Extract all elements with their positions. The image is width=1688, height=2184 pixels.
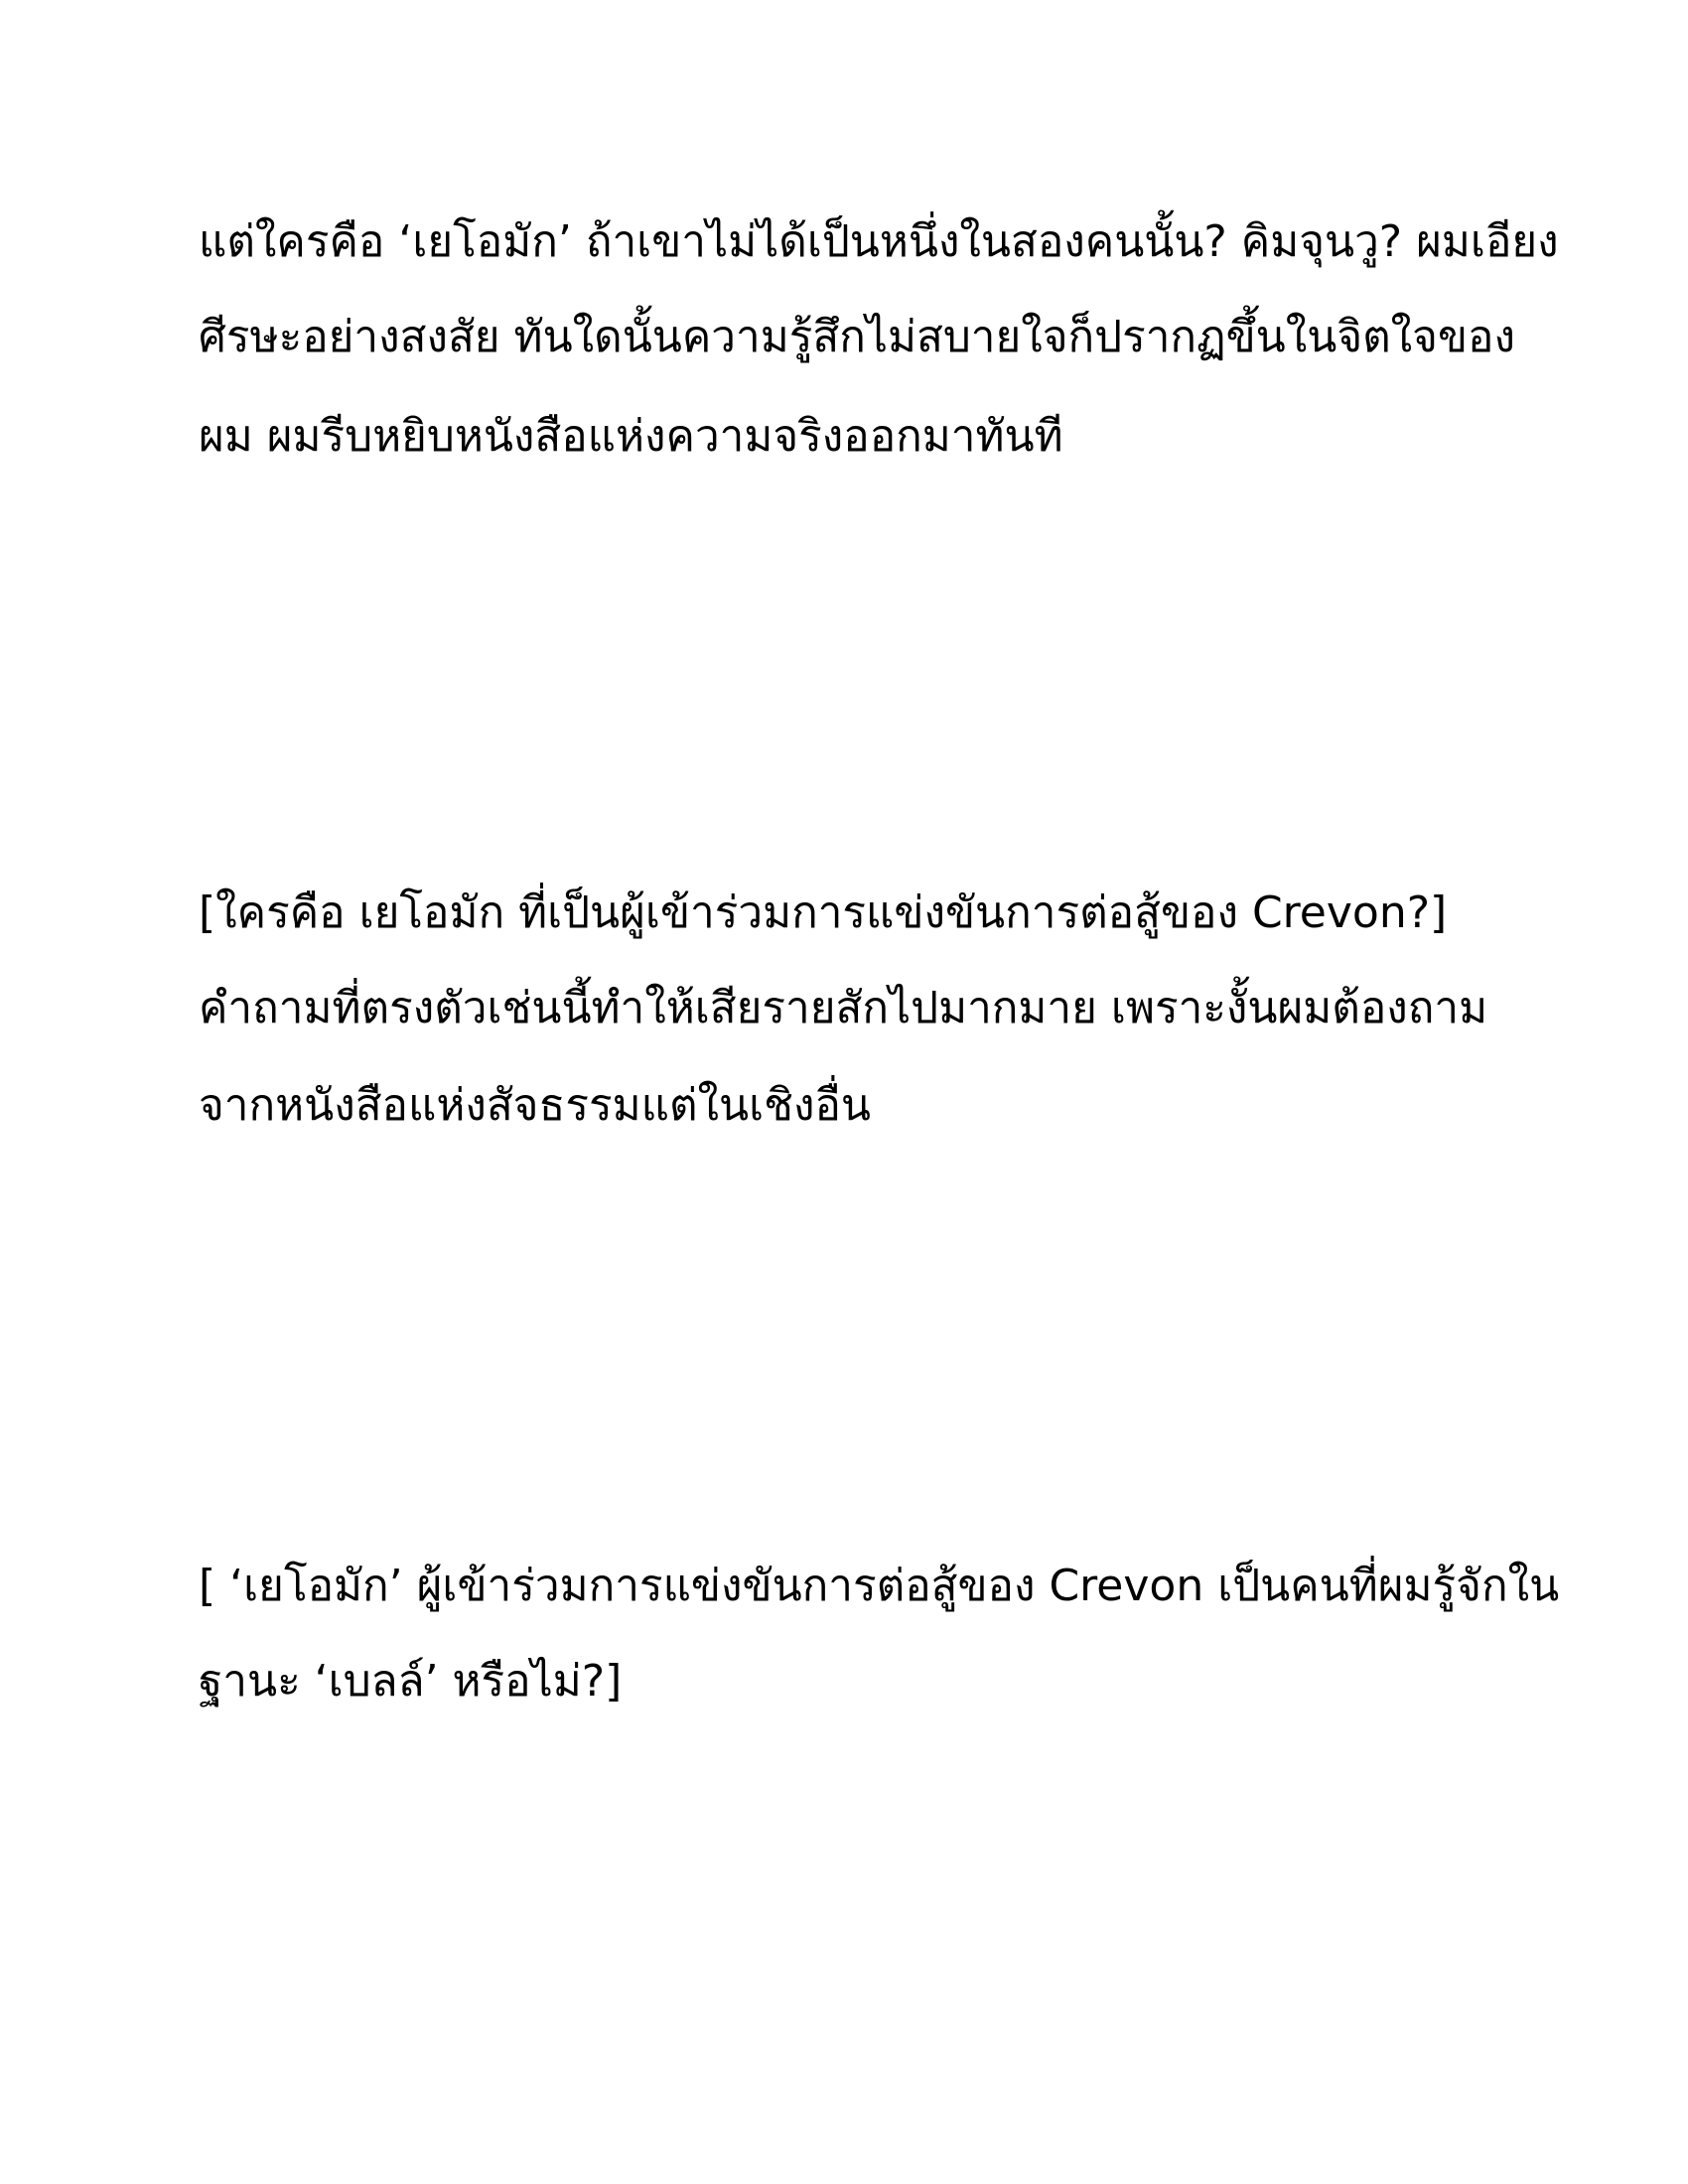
paragraph-2-line-2: คำถามที่ตรงตัวเช่นนี้ทำให้เสียรายสักไปมากมาย เพราะงั้นผมต้องถาม bbox=[199, 983, 1488, 1033]
paragraph-1-line-2: ศีรษะอย่างสงสัย ทันใดนั้นความรู้สึกไม่สบายใจก็ปรากฏขึ้นในจิตใจของ bbox=[199, 312, 1515, 362]
paragraph-3-line-1: [ ‘เยโอมัก’ ผู้เข้าร่วมการแข่งขันการต่อสู้ของ Crevon เป็นคนที่ผมรู้จักใน bbox=[199, 1561, 1560, 1611]
paragraph-2-line-3: จากหนังสือแห่งสัจธรรมแต่ในเชิงอื่น bbox=[199, 1080, 871, 1131]
paragraph-1-line-3: ผม ผมรีบหยิบหนังสือแห่งความจริงออกมาทันที bbox=[199, 411, 1063, 462]
paragraph-3-line-2: ฐานะ ‘เบลล์’ หรือไม่?] bbox=[199, 1656, 623, 1706]
paragraph-1-line-1: แต่ใครคือ ‘เยโอมัก’ ถ้าเขาไม่ได้เป็นหนึ่งในสองคนนั้น? คิมจุนวู? ผมเอียง bbox=[199, 216, 1559, 267]
paragraph-2-line-1: [ใครคือ เยโอมัก ที่เป็นผู้เข้าร่วมการแข่งขันการต่อสู้ของ Crevon?] bbox=[199, 887, 1448, 938]
